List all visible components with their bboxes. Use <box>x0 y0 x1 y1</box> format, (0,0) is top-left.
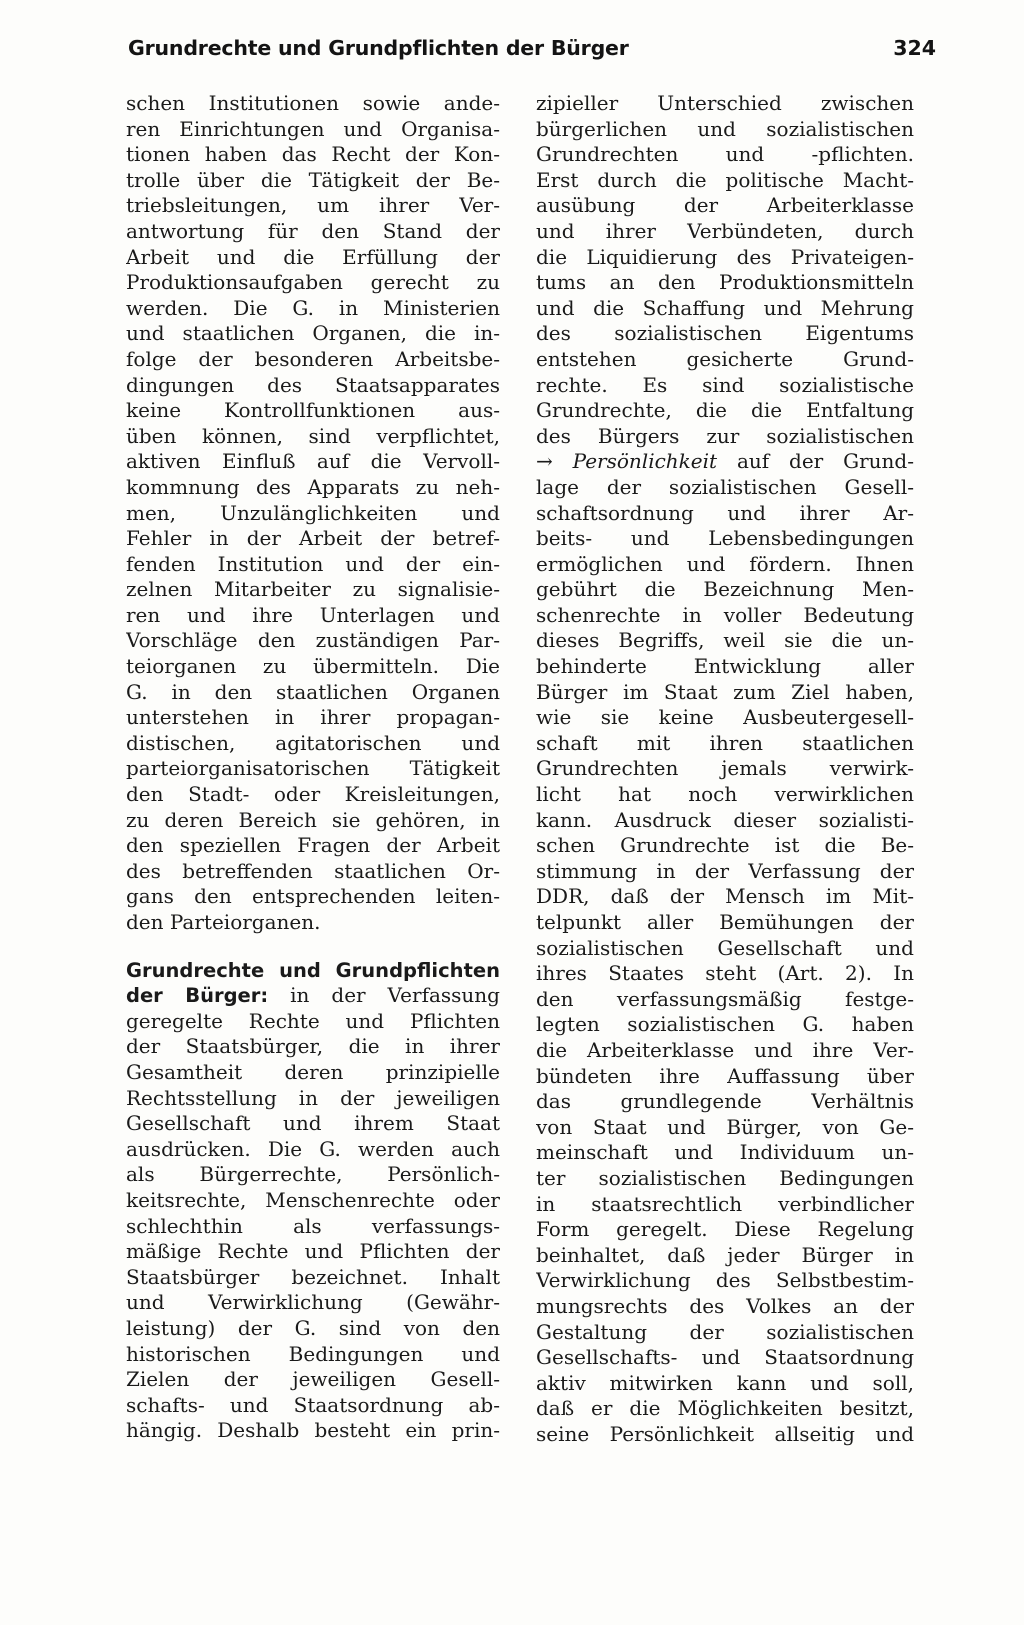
text-line: men, Unzulänglichkeiten und <box>126 500 500 525</box>
text-line: zelnen Mitarbeiter zu signalisie- <box>126 577 500 602</box>
text-line: ermöglichen und fördern. Ihnen <box>536 551 914 576</box>
text-line: rechte. Es sind sozialistische <box>536 372 914 397</box>
text-line: zu deren Bereich sie gehören, in <box>126 807 500 832</box>
text-line: trolle über die Tätigkeit der Be- <box>126 167 500 192</box>
entry-definition-start: in der Verfassung <box>268 983 500 1008</box>
text-line: Erst durch die politische Macht- <box>536 167 914 192</box>
text-fragment: auf der Grund- <box>717 449 914 474</box>
page-number: 324 <box>893 36 936 60</box>
text-line: Grundrechten und -pflichten. <box>536 142 914 167</box>
text-line: ren Einrichtungen und Organisa- <box>126 116 500 141</box>
text-line: Vorschläge den zuständigen Par- <box>126 628 500 653</box>
text-line: tums an den Produktionsmitteln <box>536 270 914 295</box>
text-line: Gesamtheit deren prinzipielle <box>126 1059 500 1084</box>
text-line: lage der sozialistischen Gesell- <box>536 474 914 499</box>
text-line: schenrechte in voller Bedeutung <box>536 602 914 627</box>
text-line: Zielen der jeweiligen Gesell- <box>126 1367 500 1392</box>
text-line: antwortung für den Stand der <box>126 218 500 243</box>
text-line: gans den entsprechenden leiten- <box>126 884 500 909</box>
text-line: triebsleitungen, um ihrer Ver- <box>126 193 500 218</box>
text-line: Gesellschaft und ihrem Staat <box>126 1111 500 1136</box>
text-line: schafts- und Staatsordnung ab- <box>126 1392 500 1417</box>
continued-paragraph <box>126 91 500 936</box>
text-line: schaftsordnung und ihrer Ar- <box>536 500 914 525</box>
text-line: folge der besonderen Arbeitsbe- <box>126 346 500 371</box>
text-line: zipieller Unterschied zwischen <box>536 91 914 115</box>
text-line: den speziellen Fragen der Arbeit <box>126 833 500 858</box>
text-line: von Staat und Bürger, von Ge- <box>536 1114 914 1139</box>
entry-heading: Grundrechte und Grundpflichten <box>126 958 500 982</box>
text-line: werden. Die G. in Ministerien <box>126 295 500 320</box>
text-line: behinderte Entwicklung aller <box>536 654 914 679</box>
text-line: telpunkt aller Bemühungen der <box>536 910 914 934</box>
paragraph-gap <box>126 936 500 958</box>
text-line: ihres Staates steht (Art. 2). In <box>536 961 914 986</box>
text-line: ausdrücken. Die G. werden auch <box>126 1136 500 1161</box>
text-line: die Liquidierung des Privateigen- <box>536 244 914 269</box>
text-line: schen Grundrechte ist die Be- <box>536 833 914 858</box>
cross-reference-line <box>536 449 914 475</box>
text-line: Form geregelt. Diese Regelung <box>536 1217 914 1242</box>
text-line: beinhaltet, daß jeder Bürger in <box>536 1242 914 1267</box>
text-line: ter sozialistischen Bedingungen <box>536 1165 914 1190</box>
text-line: des sozialistischen Eigentums <box>536 321 914 346</box>
text-line: fenden Institution und der ein- <box>126 551 500 576</box>
text-line: die Arbeiterklasse und ihre Ver- <box>536 1037 914 1062</box>
text-line: kann. Ausdruck dieser sozialisti- <box>536 807 914 832</box>
text-line: hängig. Deshalb besteht ein prin- <box>126 1418 500 1443</box>
text-line: ausübung der Arbeiterklasse <box>536 193 914 218</box>
text-line: mäßige Rechte und Pflichten der <box>126 1239 500 1264</box>
cross-reference-term[interactable]: Persönlichkeit <box>572 449 718 474</box>
text-line: Staatsbürger bezeichnet. Inhalt <box>126 1264 500 1289</box>
text-line: legten sozialistischen G. haben <box>536 1012 914 1037</box>
text-line: unterstehen in ihrer propagan- <box>126 705 500 730</box>
text-line: stimmung in der Verfassung der <box>536 858 914 883</box>
text-line: G. in den staatlichen Organen <box>126 679 500 704</box>
running-title: Grundrechte und Grundpflichten der Bürger <box>128 36 629 60</box>
text-line: aktiven Einfluß auf die Vervoll- <box>126 449 500 474</box>
text-line: kommnung des Apparats zu neh- <box>126 474 500 499</box>
text-line: dingungen des Staatsapparates <box>126 372 500 397</box>
text-line: mungsrechts des Volkes an der <box>536 1293 914 1318</box>
text-line: Produktionsaufgaben gerecht zu <box>126 270 500 295</box>
text-line: entstehen gesicherte Grund- <box>536 346 914 371</box>
text-line: Gesellschafts- und Staatsordnung <box>536 1345 914 1370</box>
text-line: bürgerlichen und sozialistischen <box>536 116 914 141</box>
text-line: den Parteiorganen. <box>126 910 321 934</box>
text-line: licht hat noch verwirklichen <box>536 782 914 807</box>
text-line: üben können, sind verpflichtet, <box>126 423 500 448</box>
text-line: der Staatsbürger, die in ihrer <box>126 1034 500 1059</box>
text-line: tionen haben das Recht der Kon- <box>126 142 500 167</box>
text-line: und Verwirklichung (Gewähr- <box>126 1290 500 1315</box>
text-line: parteiorganisatorischen Tätigkeit <box>126 756 500 781</box>
text-line: des betreffenden staatlichen Or- <box>126 858 500 883</box>
text-line: Gestaltung der sozialistischen <box>536 1319 914 1344</box>
text-line: als Bürgerrechte, Persönlich- <box>126 1162 500 1187</box>
text-line: Bürger im Staat zum Ziel haben, <box>536 679 914 704</box>
text-line: und die Schaffung und Mehrung <box>536 295 914 320</box>
text-line: und ihrer Verbündeten, durch <box>536 218 914 243</box>
text-line: ren und ihre Unterlagen und <box>126 602 500 627</box>
text-line: und staatlichen Organen, die in- <box>126 321 500 346</box>
text-line: schlechthin als verfassungs- <box>126 1213 500 1238</box>
text-line: daß er die Möglichkeiten besitzt, <box>536 1396 914 1421</box>
text-line: den verfassungsmäßig festge- <box>536 986 914 1011</box>
text-line: aktiv mitwirken kann und soll, <box>536 1370 914 1395</box>
text-line: Grundrechte, die die Entfaltung <box>536 398 914 423</box>
text-line: schen Institutionen sowie ande- <box>126 91 500 115</box>
text-line: beits- und Lebensbedingungen <box>536 526 914 551</box>
text-line: seine Persönlichkeit allseitig und <box>536 1421 914 1446</box>
text-line: historischen Bedingungen und <box>126 1341 500 1366</box>
text-line: des Bürgers zur sozialistischen <box>536 423 914 448</box>
text-line: das grundlegende Verhältnis <box>536 1089 914 1114</box>
entry-heading-end: der Bürger: <box>126 984 269 1008</box>
text-line: Grundrechten jemals verwirk- <box>536 756 914 781</box>
text-line: Verwirklichung des Selbstbestim- <box>536 1268 914 1293</box>
text-line: den Stadt- oder Kreisleitungen, <box>126 782 500 807</box>
text-line: wie sie keine Ausbeutergesell- <box>536 705 914 730</box>
text-line: keitsrechte, Menschenrechte oder <box>126 1187 500 1212</box>
right-column <box>536 91 914 1447</box>
cross-reference-arrow-icon: → <box>536 449 553 474</box>
dictionary-entry <box>126 958 500 1444</box>
text-line: geregelte Rechte und Pflichten <box>126 1008 500 1033</box>
text-line: Arbeit und die Erfüllung der <box>126 244 500 269</box>
text-line: distischen, agitatorischen und <box>126 730 500 755</box>
text-line: leistung) der G. sind von den <box>126 1315 500 1340</box>
text-line: sozialistischen Gesellschaft und <box>536 935 914 960</box>
text-line: meinschaft und Individuum un- <box>536 1140 914 1165</box>
text-line: dieses Begriffs, weil sie die un- <box>536 628 914 653</box>
text-line: DDR, daß der Mensch im Mit- <box>536 884 914 909</box>
text-line: teiorganen zu übermitteln. Die <box>126 654 500 679</box>
entry-first-line <box>126 983 500 1009</box>
text-line: bündeten ihre Auffassung über <box>536 1063 914 1088</box>
text-line: Rechtsstellung in der jeweiligen <box>126 1085 500 1110</box>
text-line: Fehler in der Arbeit der betref- <box>126 526 500 551</box>
text-line: keine Kontrollfunktionen aus- <box>126 398 500 423</box>
text-line: gebührt die Bezeichnung Men- <box>536 577 914 602</box>
left-column <box>126 91 500 1444</box>
text-line: in staatsrechtlich verbindlicher <box>536 1191 914 1216</box>
text-line: schaft mit ihren staatlichen <box>536 730 914 755</box>
